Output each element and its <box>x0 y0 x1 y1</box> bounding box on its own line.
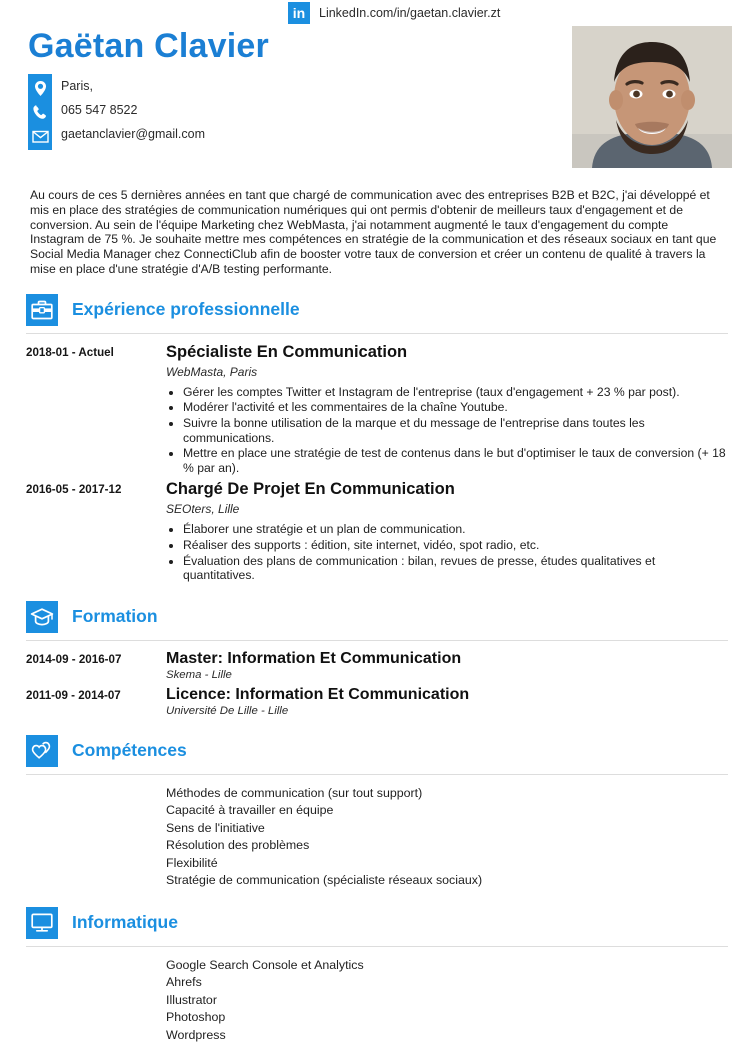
list-item: • Réaliser des supports : édition, site internet, vidéo, spot radio, etc. <box>183 538 728 553</box>
experience-company: SEOters, Lille <box>166 502 240 517</box>
envelope-icon <box>30 124 50 148</box>
education-degree: Master: Information Et Communication <box>166 649 462 667</box>
education-date: 2011-09 - 2014-07 <box>26 688 121 702</box>
candidate-name: Gaëtan Clavier <box>28 27 269 65</box>
list-item: Flexibilité <box>166 855 218 870</box>
section-education <box>0 600 750 718</box>
section-title-skills: Compétences <box>72 740 187 761</box>
linkedin-url: LinkedIn.com/in/gaetan.clavier.zt <box>319 6 501 20</box>
experience-date: 2016-05 - 2017-12 <box>26 483 122 497</box>
briefcase-icon <box>26 294 58 326</box>
experience-company: WebMasta, Paris <box>166 364 258 379</box>
experience-entry <box>26 342 728 477</box>
list-item: • Évaluation des plans de communication : bilan, revues de presse, études qualitatives et quantitatives. <box>183 554 728 583</box>
education-body <box>166 649 728 682</box>
education-school: Skema - Lille <box>166 668 232 681</box>
linkedin-link[interactable] <box>288 2 500 24</box>
list-item: • Gérer les comptes Twitter et Instagram de l'entreprise (taux d'engagement + 23 % par post). <box>183 385 728 400</box>
section-it <box>0 906 750 1045</box>
monitor-icon <box>26 907 58 939</box>
section-divider <box>26 333 728 334</box>
list-item: Méthodes de communication (sur tout support) <box>166 785 423 800</box>
section-header-it <box>26 906 728 940</box>
list-item: • Modérer l'activité et les commentaires de la chaîne Youtube. <box>183 400 728 415</box>
puzzle-icon <box>26 735 58 767</box>
phone-icon <box>30 100 50 124</box>
section-header-skills <box>26 734 728 768</box>
section-divider <box>26 774 728 775</box>
section-skills <box>0 734 750 890</box>
list-item: Résolution des problèmes <box>166 838 310 853</box>
experience-date: 2018-01 - Actuel <box>26 345 114 359</box>
experience-job-title: Chargé De Projet En Communication <box>166 480 455 499</box>
skills-list <box>26 785 728 890</box>
it-list <box>26 957 728 1045</box>
list-item: Photoshop <box>166 1010 226 1025</box>
contact-values <box>52 74 205 150</box>
experience-entry <box>26 479 728 583</box>
section-title-experience: Expérience professionnelle <box>72 299 300 320</box>
education-entry <box>26 649 728 682</box>
section-title-education: Formation <box>72 606 158 627</box>
list-item: Illustrator <box>166 992 217 1007</box>
section-header-experience <box>26 293 728 327</box>
list-item: Stratégie de communication (spécialiste réseaux sociaux) <box>166 873 483 888</box>
experience-body <box>166 479 728 583</box>
profile-photo <box>572 26 732 168</box>
section-experience <box>0 293 750 584</box>
section-header-education <box>26 600 728 634</box>
experience-bullets <box>166 522 728 582</box>
experience-job-title: Spécialiste En Communication <box>166 342 408 361</box>
profile-summary: Au cours de ces 5 dernières années en tant que chargé de communication avec des entreprises B2B et B2C, j'ai développé et mis en place des stratégies de communication numériques qui ont permis d'obtenir de meilleurs taux d'engagement et de conversion. Au sein de l'équipe Marketing chez WebMasta, j'ai notamment augmenté le taux d'engagement du compte Instagram de 75 %. Je souhaite mettre mes compétences en stratégie de la communication et des réseaux sociaux en tant que Social Media Manager chez ConnectiClub afin de booster votre taux de conversion et créer un contenu de qualité à travers la mise en place d'une stratégie d'A/B testing performante. <box>30 188 717 276</box>
list-item: Capacité à travailler en équipe <box>166 803 334 818</box>
section-divider <box>26 946 728 947</box>
list-item: Google Search Console et Analytics <box>166 957 364 972</box>
education-degree: Licence: Information Et Communication <box>166 685 470 703</box>
list-item: • Mettre en place une stratégie de test de contenus dans le but d'optimiser le taux de conversion (+ 18 % par an). <box>183 446 728 475</box>
location-pin-icon <box>30 76 50 100</box>
experience-body <box>166 342 728 477</box>
section-title-it: Informatique <box>72 912 178 933</box>
contact-left-group <box>28 74 205 150</box>
education-date: 2014-09 - 2016-07 <box>26 652 122 666</box>
list-item: Ahrefs <box>166 975 202 990</box>
education-school: Université De Lille - Lille <box>166 704 289 717</box>
graduation-cap-icon <box>26 601 58 633</box>
list-item: • Élaborer une stratégie et un plan de communication. <box>183 522 728 537</box>
list-item: Sens de l'initiative <box>166 820 265 835</box>
list-item: Wordpress <box>166 1027 226 1042</box>
contact-location: Paris, <box>61 79 93 93</box>
section-divider <box>26 640 728 641</box>
experience-bullets <box>166 385 728 476</box>
education-body <box>166 685 728 718</box>
contact-email: gaetanclavier@gmail.com <box>61 127 206 141</box>
linkedin-icon: in <box>288 2 310 24</box>
cv-header <box>0 0 750 180</box>
contact-icon-bar <box>28 74 52 150</box>
list-item: • Suivre la bonne utilisation de la marque et du message de l'entreprise dans toutes les communications. <box>183 416 728 445</box>
education-entry <box>26 685 728 718</box>
contact-phone: 065 547 8522 <box>61 103 138 117</box>
